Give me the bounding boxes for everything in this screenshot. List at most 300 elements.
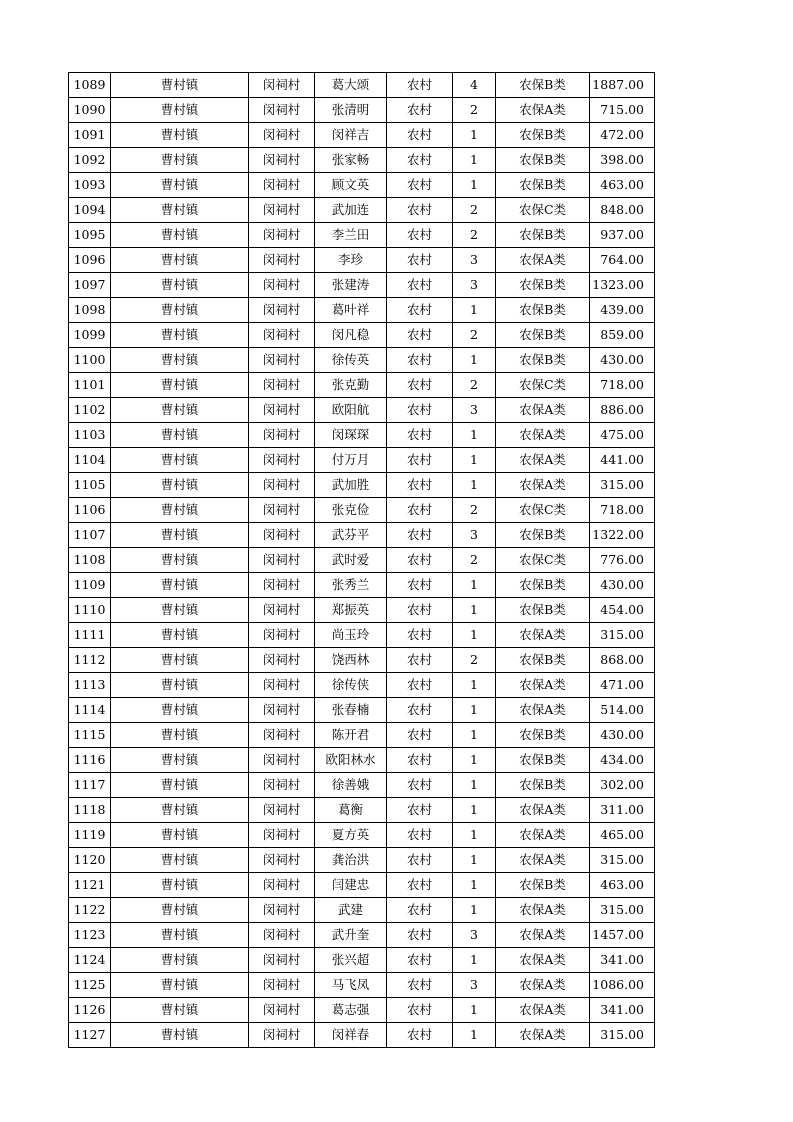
amount-cell: 764.00: [590, 248, 655, 273]
member-count-cell: 1: [453, 773, 496, 798]
town-cell: 曹村镇: [111, 173, 249, 198]
table-row: [69, 173, 655, 198]
category-cell: 农保C类: [496, 548, 590, 573]
town-cell: 曹村镇: [111, 398, 249, 423]
member-count-cell: 1: [453, 723, 496, 748]
table-row: [69, 498, 655, 523]
category-cell: 农保C类: [496, 198, 590, 223]
member-count-cell: 3: [453, 973, 496, 998]
amount-cell: 441.00: [590, 448, 655, 473]
household-type-cell: 农村: [387, 748, 453, 773]
amount-cell: 341.00: [590, 998, 655, 1023]
village-cell: 闵祠村: [249, 998, 315, 1023]
member-count-cell: 1: [453, 473, 496, 498]
village-cell: 闵祠村: [249, 473, 315, 498]
town-cell: 曹村镇: [111, 423, 249, 448]
town-cell: 曹村镇: [111, 898, 249, 923]
village-cell: 闵祠村: [249, 548, 315, 573]
town-cell: 曹村镇: [111, 73, 249, 98]
row-number-cell: 1090: [69, 98, 111, 123]
amount-cell: 1323.00: [590, 273, 655, 298]
category-cell: 农保A类: [496, 848, 590, 873]
member-count-cell: 1: [453, 873, 496, 898]
amount-cell: 315.00: [590, 623, 655, 648]
category-cell: 农保B类: [496, 748, 590, 773]
village-cell: 闵祠村: [249, 823, 315, 848]
town-cell: 曹村镇: [111, 748, 249, 773]
name-cell: 李兰田: [315, 223, 387, 248]
name-cell: 张克俭: [315, 498, 387, 523]
table-row: [69, 423, 655, 448]
table-row: [69, 773, 655, 798]
category-cell: 农保B类: [496, 598, 590, 623]
table-row: [69, 748, 655, 773]
name-cell: 闵琛琛: [315, 423, 387, 448]
category-cell: 农保B类: [496, 873, 590, 898]
row-number-cell: 1110: [69, 598, 111, 623]
name-cell: 夏方英: [315, 823, 387, 848]
village-cell: 闵祠村: [249, 848, 315, 873]
table-row: [69, 298, 655, 323]
table-row: [69, 373, 655, 398]
member-count-cell: 2: [453, 323, 496, 348]
table-row: [69, 898, 655, 923]
amount-cell: 471.00: [590, 673, 655, 698]
village-cell: 闵祠村: [249, 448, 315, 473]
category-cell: 农保A类: [496, 898, 590, 923]
town-cell: 曹村镇: [111, 348, 249, 373]
member-count-cell: 1: [453, 898, 496, 923]
row-number-cell: 1097: [69, 273, 111, 298]
table-row: [69, 998, 655, 1023]
household-type-cell: 农村: [387, 573, 453, 598]
table-row: [69, 573, 655, 598]
table-row: [69, 73, 655, 98]
town-cell: 曹村镇: [111, 298, 249, 323]
name-cell: 闵祥吉: [315, 123, 387, 148]
amount-cell: 859.00: [590, 323, 655, 348]
row-number-cell: 1093: [69, 173, 111, 198]
row-number-cell: 1102: [69, 398, 111, 423]
village-cell: 闵祠村: [249, 748, 315, 773]
amount-cell: 454.00: [590, 598, 655, 623]
row-number-cell: 1103: [69, 423, 111, 448]
amount-cell: 848.00: [590, 198, 655, 223]
member-count-cell: 1: [453, 573, 496, 598]
member-count-cell: 1: [453, 1023, 496, 1048]
name-cell: 张克勤: [315, 373, 387, 398]
amount-cell: 1887.00: [590, 73, 655, 98]
amount-cell: 776.00: [590, 548, 655, 573]
town-cell: 曹村镇: [111, 373, 249, 398]
category-cell: 农保A类: [496, 98, 590, 123]
member-count-cell: 1: [453, 448, 496, 473]
table-row: [69, 873, 655, 898]
name-cell: 武加胜: [315, 473, 387, 498]
village-cell: 闵祠村: [249, 1023, 315, 1048]
table-row: [69, 448, 655, 473]
village-cell: 闵祠村: [249, 798, 315, 823]
row-number-cell: 1125: [69, 973, 111, 998]
name-cell: 欧阳林水: [315, 748, 387, 773]
category-cell: 农保A类: [496, 248, 590, 273]
allowance-table: [68, 72, 655, 1048]
category-cell: 农保B类: [496, 73, 590, 98]
village-cell: 闵祠村: [249, 698, 315, 723]
household-type-cell: 农村: [387, 448, 453, 473]
household-type-cell: 农村: [387, 923, 453, 948]
household-type-cell: 农村: [387, 473, 453, 498]
row-number-cell: 1122: [69, 898, 111, 923]
town-cell: 曹村镇: [111, 473, 249, 498]
town-cell: 曹村镇: [111, 323, 249, 348]
row-number-cell: 1114: [69, 698, 111, 723]
table-row: [69, 523, 655, 548]
household-type-cell: 农村: [387, 598, 453, 623]
village-cell: 闵祠村: [249, 923, 315, 948]
member-count-cell: 1: [453, 798, 496, 823]
household-type-cell: 农村: [387, 723, 453, 748]
table-row: [69, 98, 655, 123]
table-row: [69, 973, 655, 998]
town-cell: 曹村镇: [111, 623, 249, 648]
household-type-cell: 农村: [387, 948, 453, 973]
town-cell: 曹村镇: [111, 973, 249, 998]
amount-cell: 475.00: [590, 423, 655, 448]
town-cell: 曹村镇: [111, 548, 249, 573]
member-count-cell: 2: [453, 373, 496, 398]
name-cell: 武加连: [315, 198, 387, 223]
village-cell: 闵祠村: [249, 423, 315, 448]
table-row: [69, 698, 655, 723]
amount-cell: 463.00: [590, 873, 655, 898]
member-count-cell: 2: [453, 498, 496, 523]
village-cell: 闵祠村: [249, 973, 315, 998]
name-cell: 饶西林: [315, 648, 387, 673]
category-cell: 农保A类: [496, 673, 590, 698]
row-number-cell: 1109: [69, 573, 111, 598]
amount-cell: 886.00: [590, 398, 655, 423]
category-cell: 农保B类: [496, 573, 590, 598]
name-cell: 张兴超: [315, 948, 387, 973]
name-cell: 武芬平: [315, 523, 387, 548]
row-number-cell: 1112: [69, 648, 111, 673]
name-cell: 尚玉玲: [315, 623, 387, 648]
name-cell: 武时爱: [315, 548, 387, 573]
table-row: [69, 348, 655, 373]
amount-cell: 430.00: [590, 573, 655, 598]
table-row: [69, 473, 655, 498]
row-number-cell: 1127: [69, 1023, 111, 1048]
name-cell: 郑振英: [315, 598, 387, 623]
household-type-cell: 农村: [387, 173, 453, 198]
category-cell: 农保A类: [496, 923, 590, 948]
category-cell: 农保B类: [496, 123, 590, 148]
member-count-cell: 1: [453, 823, 496, 848]
category-cell: 农保B类: [496, 298, 590, 323]
town-cell: 曹村镇: [111, 873, 249, 898]
table-row: [69, 123, 655, 148]
row-number-cell: 1098: [69, 298, 111, 323]
member-count-cell: 2: [453, 98, 496, 123]
amount-cell: 718.00: [590, 373, 655, 398]
village-cell: 闵祠村: [249, 498, 315, 523]
category-cell: 农保A类: [496, 948, 590, 973]
village-cell: 闵祠村: [249, 323, 315, 348]
row-number-cell: 1107: [69, 523, 111, 548]
category-cell: 农保B类: [496, 723, 590, 748]
amount-cell: 463.00: [590, 173, 655, 198]
member-count-cell: 1: [453, 423, 496, 448]
village-cell: 闵祠村: [249, 98, 315, 123]
village-cell: 闵祠村: [249, 773, 315, 798]
village-cell: 闵祠村: [249, 898, 315, 923]
row-number-cell: 1091: [69, 123, 111, 148]
member-count-cell: 4: [453, 73, 496, 98]
town-cell: 曹村镇: [111, 523, 249, 548]
village-cell: 闵祠村: [249, 573, 315, 598]
category-cell: 农保A类: [496, 398, 590, 423]
amount-cell: 398.00: [590, 148, 655, 173]
category-cell: 农保B类: [496, 773, 590, 798]
household-type-cell: 农村: [387, 248, 453, 273]
household-type-cell: 农村: [387, 98, 453, 123]
category-cell: 农保A类: [496, 1023, 590, 1048]
household-type-cell: 农村: [387, 498, 453, 523]
name-cell: 张清明: [315, 98, 387, 123]
member-count-cell: 1: [453, 698, 496, 723]
member-count-cell: 1: [453, 123, 496, 148]
member-count-cell: 1: [453, 948, 496, 973]
amount-cell: 465.00: [590, 823, 655, 848]
town-cell: 曹村镇: [111, 198, 249, 223]
village-cell: 闵祠村: [249, 873, 315, 898]
village-cell: 闵祠村: [249, 148, 315, 173]
village-cell: 闵祠村: [249, 373, 315, 398]
row-number-cell: 1105: [69, 473, 111, 498]
household-type-cell: 农村: [387, 873, 453, 898]
member-count-cell: 1: [453, 148, 496, 173]
row-number-cell: 1111: [69, 623, 111, 648]
town-cell: 曹村镇: [111, 573, 249, 598]
village-cell: 闵祠村: [249, 223, 315, 248]
category-cell: 农保A类: [496, 998, 590, 1023]
table-row: [69, 848, 655, 873]
name-cell: 葛叶祥: [315, 298, 387, 323]
town-cell: 曹村镇: [111, 448, 249, 473]
household-type-cell: 农村: [387, 73, 453, 98]
category-cell: 农保C类: [496, 498, 590, 523]
household-type-cell: 农村: [387, 373, 453, 398]
town-cell: 曹村镇: [111, 773, 249, 798]
table-row: [69, 398, 655, 423]
name-cell: 张建涛: [315, 273, 387, 298]
household-type-cell: 农村: [387, 423, 453, 448]
amount-cell: 1086.00: [590, 973, 655, 998]
row-number-cell: 1101: [69, 373, 111, 398]
household-type-cell: 农村: [387, 673, 453, 698]
table-row: [69, 723, 655, 748]
village-cell: 闵祠村: [249, 348, 315, 373]
name-cell: 葛志强: [315, 998, 387, 1023]
name-cell: 欧阳航: [315, 398, 387, 423]
category-cell: 农保A类: [496, 623, 590, 648]
name-cell: 张家畅: [315, 148, 387, 173]
category-cell: 农保B类: [496, 648, 590, 673]
amount-cell: 311.00: [590, 798, 655, 823]
household-type-cell: 农村: [387, 898, 453, 923]
amount-cell: 1457.00: [590, 923, 655, 948]
category-cell: 农保B类: [496, 223, 590, 248]
category-cell: 农保B类: [496, 273, 590, 298]
name-cell: 顾文英: [315, 173, 387, 198]
town-cell: 曹村镇: [111, 598, 249, 623]
amount-cell: 434.00: [590, 748, 655, 773]
row-number-cell: 1100: [69, 348, 111, 373]
village-cell: 闵祠村: [249, 623, 315, 648]
row-number-cell: 1121: [69, 873, 111, 898]
member-count-cell: 1: [453, 598, 496, 623]
name-cell: 付万月: [315, 448, 387, 473]
amount-cell: 430.00: [590, 723, 655, 748]
amount-cell: 514.00: [590, 698, 655, 723]
town-cell: 曹村镇: [111, 98, 249, 123]
household-type-cell: 农村: [387, 1023, 453, 1048]
category-cell: 农保A类: [496, 973, 590, 998]
village-cell: 闵祠村: [249, 948, 315, 973]
name-cell: 徐善娥: [315, 773, 387, 798]
amount-cell: 430.00: [590, 348, 655, 373]
household-type-cell: 农村: [387, 398, 453, 423]
name-cell: 葛大颂: [315, 73, 387, 98]
member-count-cell: 3: [453, 248, 496, 273]
town-cell: 曹村镇: [111, 798, 249, 823]
town-cell: 曹村镇: [111, 648, 249, 673]
amount-cell: 315.00: [590, 473, 655, 498]
table-row: [69, 248, 655, 273]
household-type-cell: 农村: [387, 973, 453, 998]
table-row: [69, 198, 655, 223]
household-type-cell: 农村: [387, 773, 453, 798]
row-number-cell: 1126: [69, 998, 111, 1023]
row-number-cell: 1113: [69, 673, 111, 698]
name-cell: 龚治洪: [315, 848, 387, 873]
row-number-cell: 1123: [69, 923, 111, 948]
table-row: [69, 923, 655, 948]
household-type-cell: 农村: [387, 798, 453, 823]
household-type-cell: 农村: [387, 148, 453, 173]
table-row: [69, 223, 655, 248]
town-cell: 曹村镇: [111, 698, 249, 723]
village-cell: 闵祠村: [249, 523, 315, 548]
household-type-cell: 农村: [387, 698, 453, 723]
town-cell: 曹村镇: [111, 723, 249, 748]
household-type-cell: 农村: [387, 823, 453, 848]
town-cell: 曹村镇: [111, 273, 249, 298]
table-row: [69, 648, 655, 673]
amount-cell: 439.00: [590, 298, 655, 323]
member-count-cell: 3: [453, 398, 496, 423]
member-count-cell: 1: [453, 673, 496, 698]
category-cell: 农保B类: [496, 173, 590, 198]
category-cell: 农保B类: [496, 348, 590, 373]
category-cell: 农保B类: [496, 523, 590, 548]
row-number-cell: 1096: [69, 248, 111, 273]
category-cell: 农保B类: [496, 148, 590, 173]
amount-cell: 341.00: [590, 948, 655, 973]
town-cell: 曹村镇: [111, 1023, 249, 1048]
household-type-cell: 农村: [387, 523, 453, 548]
table-row: [69, 1023, 655, 1048]
member-count-cell: 1: [453, 173, 496, 198]
row-number-cell: 1099: [69, 323, 111, 348]
category-cell: 农保C类: [496, 373, 590, 398]
amount-cell: 302.00: [590, 773, 655, 798]
amount-cell: 868.00: [590, 648, 655, 673]
category-cell: 农保A类: [496, 423, 590, 448]
table-row: [69, 948, 655, 973]
amount-cell: 715.00: [590, 98, 655, 123]
village-cell: 闵祠村: [249, 73, 315, 98]
member-count-cell: 1: [453, 998, 496, 1023]
member-count-cell: 1: [453, 298, 496, 323]
village-cell: 闵祠村: [249, 723, 315, 748]
village-cell: 闵祠村: [249, 298, 315, 323]
table-row: [69, 673, 655, 698]
name-cell: 马飞凤: [315, 973, 387, 998]
member-count-cell: 1: [453, 348, 496, 373]
household-type-cell: 农村: [387, 223, 453, 248]
household-type-cell: 农村: [387, 123, 453, 148]
member-count-cell: 2: [453, 548, 496, 573]
town-cell: 曹村镇: [111, 948, 249, 973]
household-type-cell: 农村: [387, 623, 453, 648]
name-cell: 葛衡: [315, 798, 387, 823]
row-number-cell: 1108: [69, 548, 111, 573]
category-cell: 农保A类: [496, 698, 590, 723]
amount-cell: 472.00: [590, 123, 655, 148]
member-count-cell: 2: [453, 223, 496, 248]
member-count-cell: 2: [453, 648, 496, 673]
village-cell: 闵祠村: [249, 173, 315, 198]
name-cell: 武建: [315, 898, 387, 923]
town-cell: 曹村镇: [111, 998, 249, 1023]
village-cell: 闵祠村: [249, 598, 315, 623]
name-cell: 徐传英: [315, 348, 387, 373]
name-cell: 张秀兰: [315, 573, 387, 598]
household-type-cell: 农村: [387, 548, 453, 573]
village-cell: 闵祠村: [249, 673, 315, 698]
row-number-cell: 1119: [69, 823, 111, 848]
name-cell: 闵祥春: [315, 1023, 387, 1048]
household-type-cell: 农村: [387, 348, 453, 373]
town-cell: 曹村镇: [111, 848, 249, 873]
row-number-cell: 1092: [69, 148, 111, 173]
town-cell: 曹村镇: [111, 123, 249, 148]
category-cell: 农保A类: [496, 798, 590, 823]
village-cell: 闵祠村: [249, 123, 315, 148]
category-cell: 农保A类: [496, 473, 590, 498]
town-cell: 曹村镇: [111, 223, 249, 248]
village-cell: 闵祠村: [249, 248, 315, 273]
table-row: [69, 823, 655, 848]
amount-cell: 315.00: [590, 1023, 655, 1048]
row-number-cell: 1115: [69, 723, 111, 748]
amount-cell: 937.00: [590, 223, 655, 248]
household-type-cell: 农村: [387, 323, 453, 348]
town-cell: 曹村镇: [111, 673, 249, 698]
name-cell: 闵凡稳: [315, 323, 387, 348]
